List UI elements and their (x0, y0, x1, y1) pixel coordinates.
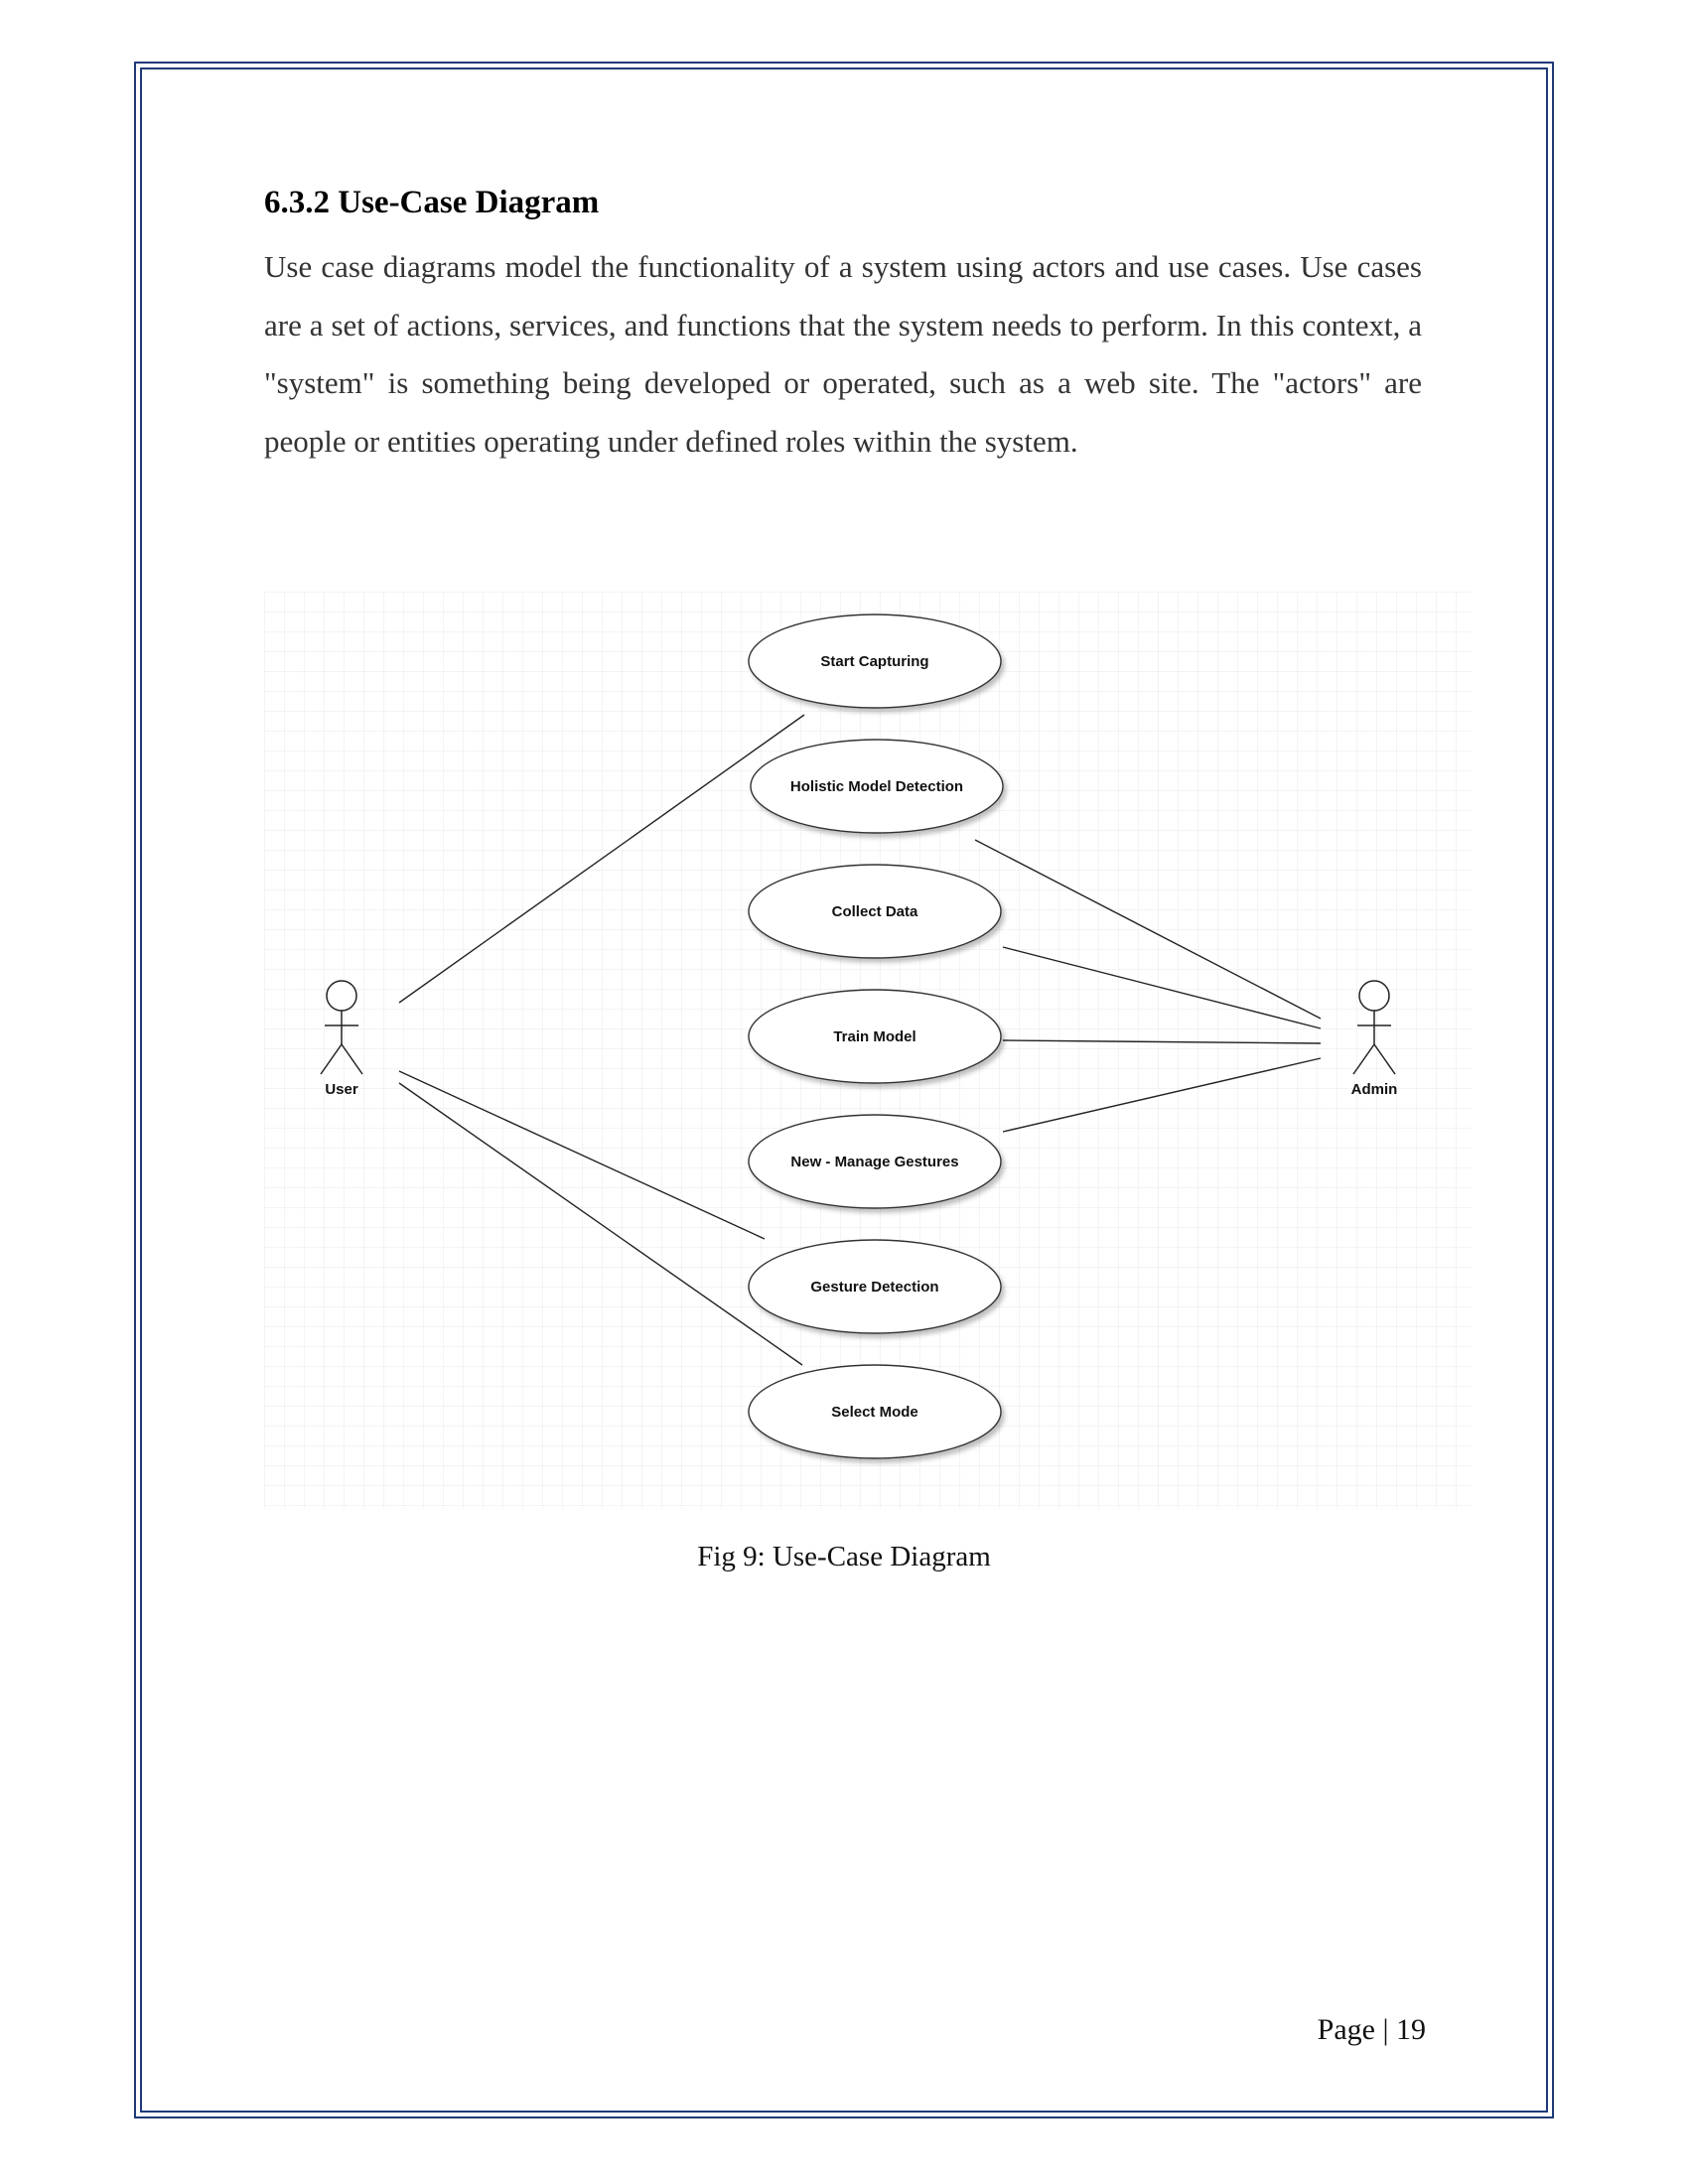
figure-caption: Fig 9: Use-Case Diagram (697, 1541, 991, 1572)
use-case-new-manage-gestures (749, 1115, 1001, 1208)
use-case-gesture-detection (749, 1240, 1001, 1333)
section-heading: 6.3.2 Use-Case Diagram (264, 185, 600, 220)
section-paragraph: Use case diagrams model the functionality of a system using actors and use cases. Use cases are a set of actions, services, and functions that the system needs to perform. In this context, a "system" is something being developed or operated, such as a web site. The "actors" are people or entities operating under defined roles within the system. (264, 249, 1422, 459)
use-case-holistic-model-detection (751, 740, 1003, 833)
use-case-train-model (749, 990, 1001, 1083)
use-case-label: New - Manage Gestures (790, 1154, 959, 1170)
use-case-label: Gesture Detection (810, 1279, 939, 1296)
use-case-select-mode (749, 1365, 1001, 1458)
use-case-start-capturing (749, 614, 1001, 708)
use-case-collect-data (749, 865, 1001, 958)
actor-user-label: User (325, 1081, 358, 1098)
use-case-label: Collect Data (831, 903, 918, 920)
use-case-diagram (264, 592, 1472, 1509)
actor-admin-label: Admin (1350, 1081, 1398, 1098)
use-case-label: Start Capturing (820, 653, 929, 670)
use-case-label: Select Mode (831, 1404, 918, 1421)
use-case-label: Train Model (833, 1028, 916, 1045)
page-number: Page | 19 (1317, 2013, 1426, 2046)
use-case-label: Holistic Model Detection (789, 778, 964, 795)
